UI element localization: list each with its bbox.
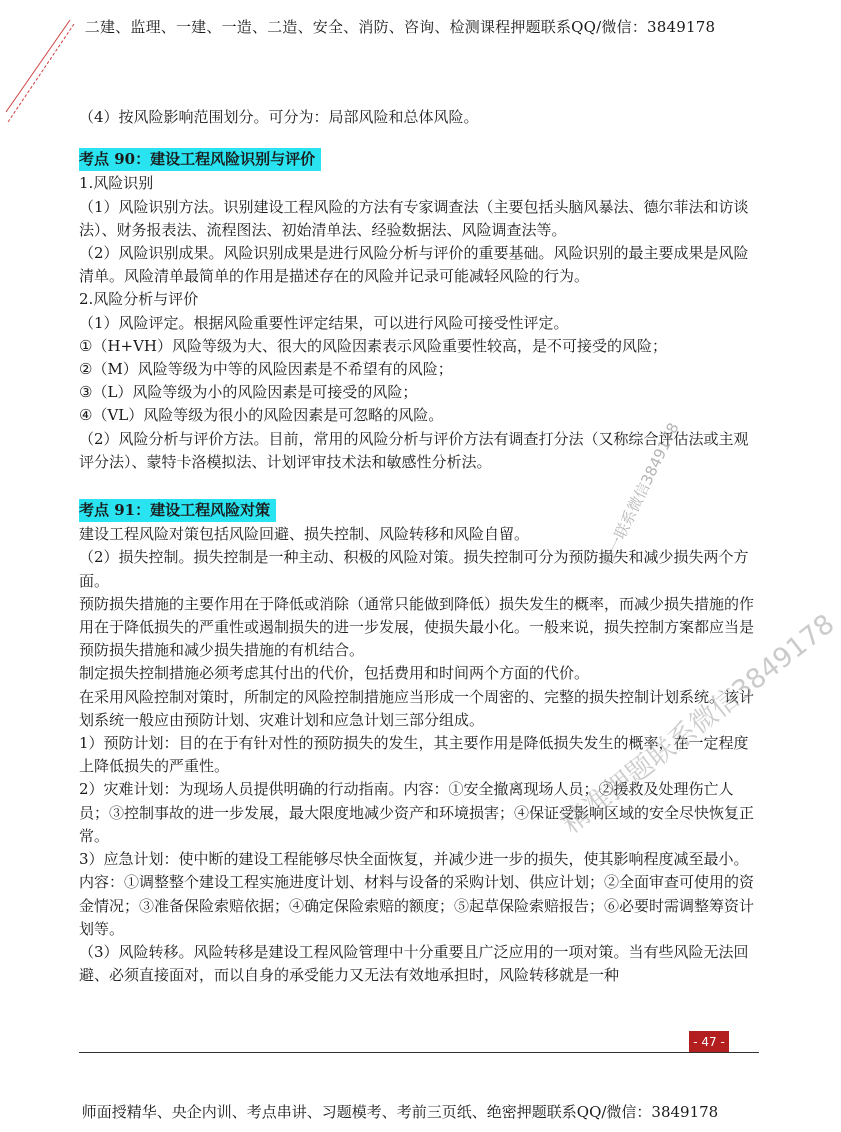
paragraph: 在采用风险控制对策时，所制定的风险控制措施应当形成一个周密的、完整的损失控制计划系统。该计划系统一般应由预防计划、灾难计划和应急计划三部分组成。 <box>79 687 755 729</box>
paragraph: （2）风险分析与评价方法。目前，常用的风险分析与评价方法有调查打分法（又称综合评估法或主观评分法）、蒙特卡洛模拟法、计划评审技术法和敏感性分析法。 <box>79 429 749 471</box>
page-number: - 47 - <box>689 1031 729 1053</box>
paragraph: ③（L）风险等级为小的风险因素是可接受的风险； <box>79 383 418 402</box>
paragraph: （2）损失控制。损失控制是一种主动、积极的风险对策。损失控制可分为预防损失和减少损失两个方面。 <box>79 548 749 590</box>
paragraph: 1.风险识别 <box>79 174 154 193</box>
page-footer: 师面授精华、央企内训、考点串讲、习题模考、考前三页纸、绝密押题联系QQ/微信：3849178 <box>81 1103 719 1121</box>
intro-paragraph: （4）按风险影响范围划分。可分为：局部风险和总体风险。 <box>79 108 479 126</box>
document-body <box>79 106 759 987</box>
section-90-heading: 考点 90：建设工程风险识别与评价 <box>79 148 321 171</box>
paragraph: （3）风险转移。风险转移是建设工程风险管理中十分重要且广泛应用的一项对策。当有些风险无法回避、必须直接面对，而以自身的承受能力又无法有效地承担时，风险转移就是一种 <box>79 942 749 985</box>
paragraph: （2）风险识别成果。风险识别成果是进行风险分析与评价的重要基础。风险识别的最主要成果是风险清单。风险清单最简单的作用是描述存在的风险并记录可能减轻风险的行为。 <box>79 244 749 286</box>
paragraph: ①（H+VH）风险等级为大、很大的风险因素表示风险重要性较高，是不可接受的风险； <box>79 336 668 355</box>
paragraph: 预防损失措施的主要作用在于降低或消除（通常只能做到降低）损失发生的概率，而减少损失措施的作用在于降低损失的严重性或遏制损失的进一步发展，使损失最小化。一般来说，损失控制方案都应当是预防损失措施和减少损失措施的有机结合。 <box>79 594 755 660</box>
paragraph: 2）灾难计划：为现场人员提供明确的行动指南。内容：①安全撤离现场人员；②援救及处理伤亡人员；③控制事故的进一步发展，最大限度地减少资产和环境损害；④保证受影响区域的安全尽快恢复正常。 <box>79 780 755 845</box>
paragraph: 3）应急计划：使中断的建设工程能够尽快全面恢复，并减少进一步的损失，使其影响程度减至最小。内容：①调整整个建设工程实施进度计划、材料与设备的采购计划、供应计划；②全面审查可使用的资金情况；③准备保险索赔依据；④确定保险索赔的额度；⑤起草保险索赔报告；⑥必要时需调整筹资计划等。 <box>79 850 755 938</box>
watermark-small: 唯一联系微信3849178 <box>597 419 683 569</box>
section-91-heading: 考点 91：建设工程风险对策 <box>79 499 276 522</box>
paragraph: ②（M）风险等级为中等的风险因素是不希望有的风险； <box>79 360 453 379</box>
paragraph: 1）预防计划：目的在于有针对性的预防损失的发生，其主要作用是降低损失发生的概率，在一定程度上降低损失的严重性。 <box>79 734 749 776</box>
paragraph: 2.风险分析与评价 <box>79 290 199 309</box>
paragraph: 制定损失控制措施必须考虑其付出的代价，包括费用和时间两个方面的代价。 <box>79 664 590 683</box>
watermark-large: 精准押题联系微信3849178 <box>556 608 841 840</box>
footer-divider <box>79 1052 759 1053</box>
paragraph: 建设工程风险对策包括风险回避、损失控制、风险转移和风险自留。 <box>79 525 530 544</box>
paragraph: ④（VL）风险等级为很小的风险因素是可忽略的风险。 <box>79 406 444 425</box>
paragraph: （1）风险识别方法。识别建设工程风险的方法有专家调查法（主要包括头脑风暴法、德尔菲法和访谈法）、财务报表法、流程图法、初始清单法、经验数据法、风险调查法等。 <box>79 197 749 239</box>
page-header: 二建、监理、一建、一造、二造、安全、消防、咨询、检测课程押题联系QQ/微信：3849178 <box>84 18 716 36</box>
paragraph: （1）风险评定。根据风险重要性评定结果，可以进行风险可接受性评定。 <box>79 313 569 332</box>
